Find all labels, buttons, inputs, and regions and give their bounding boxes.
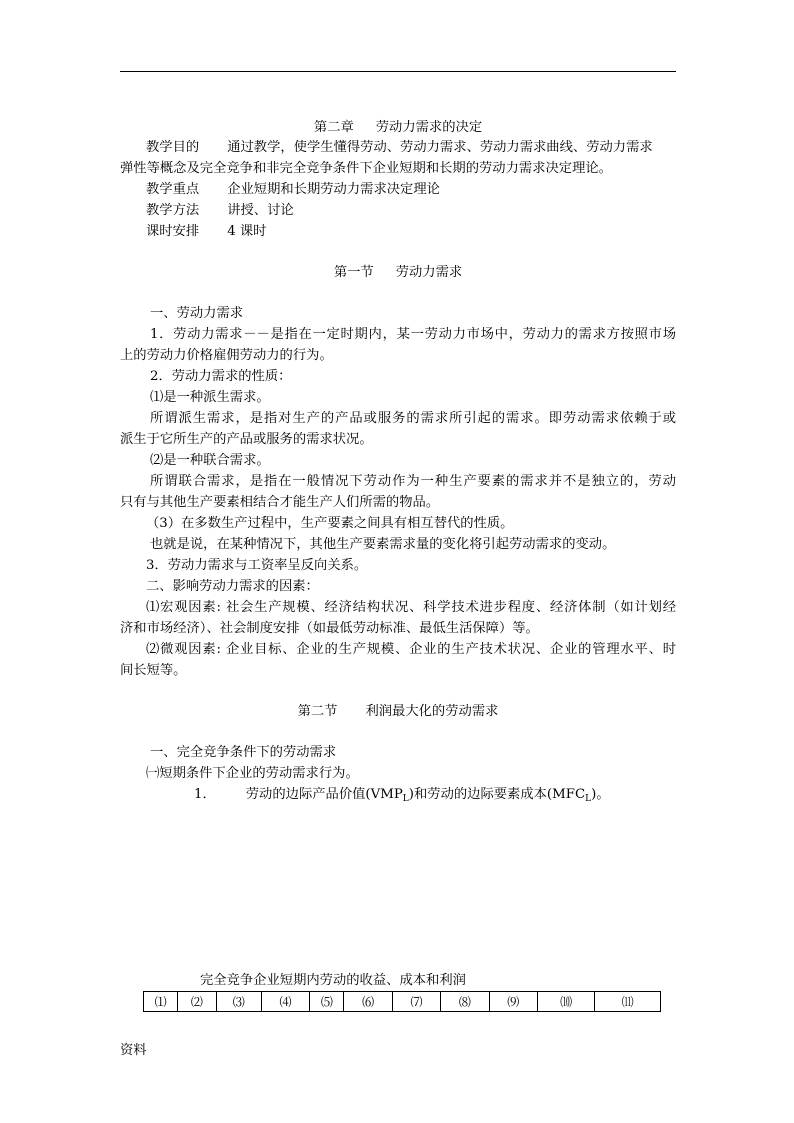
- teaching-goal: [146, 138, 653, 158]
- s2-p1: 一、完全竞争条件下的劳动需求: [150, 745, 337, 760]
- teaching-focus: [146, 180, 440, 200]
- s1-p9: 所谓联合需求，是指在一般情况下劳动作为一种生产要素的需求并不是独立的，劳动: [150, 474, 676, 489]
- s1-p8: ⑵是一种联合需求。: [150, 453, 270, 468]
- s1-p13: 3．劳动力需求与工资率呈反向关系。: [146, 558, 368, 573]
- s1-p3: 上的劳动力价格雇佣劳动力的行为。: [120, 348, 333, 363]
- section2-heading: [120, 702, 676, 722]
- s2-item-text-c: )。: [591, 787, 610, 802]
- section1-heading: [120, 263, 676, 283]
- chapter-title: 劳动力需求的决定: [375, 120, 483, 135]
- table-header-cell: ⑺: [392, 992, 440, 1012]
- s2-item-sub1: L: [402, 794, 409, 804]
- s2-item-text-b: )和劳动的边际要素成本(MFC: [408, 787, 586, 802]
- s1-p17: ⑵微观因素: 企业目标、企业的生产规模、企业的生产技术状况、企业的管理水平、时: [146, 642, 676, 657]
- table-header-row: [144, 992, 661, 1012]
- table-header-cell: ⑽: [537, 992, 594, 1012]
- s2-item-text-a: 劳动的边际产品价值(VMP: [245, 787, 403, 802]
- s1-p4: 2．劳动力需求的性质：: [150, 369, 292, 384]
- s1-p10: 只有与其他生产要素相结合才能生产人们所需的物品。: [120, 495, 440, 510]
- section2-number: 第二节: [297, 704, 338, 719]
- teaching-focus-text: 企业短期和长期劳动力需求决定理论: [227, 182, 440, 197]
- s1-p11: （3）在多数生产过程中，生产要素之间具有相互替代的性质。: [146, 516, 514, 531]
- teaching-method: [146, 201, 294, 221]
- s2-p2: ㈠短期条件下企业的劳动需求行为。: [146, 766, 359, 781]
- table-header-cell: ⑵: [178, 992, 216, 1012]
- header-rule: [120, 71, 676, 72]
- s1-p16: 济和市场经济）、社会制度安排（如最低劳动标准、最低生活保障）等。: [120, 621, 539, 636]
- section2-title: 利润最大化的劳动需求: [365, 704, 499, 719]
- s1-p18: 间长短等。: [120, 663, 187, 678]
- s2-item-number: 1．: [194, 787, 216, 802]
- s1-p6: 所谓派生需求，是指对生产的产品或服务的需求所引起的需求。即劳动需求依赖于或: [150, 411, 676, 426]
- s2-item-sub2: L: [585, 794, 592, 804]
- s1-p2: 1．劳动力需求－－是指在一定时期内，某一劳动力市场中，劳动力的需求方按照市场: [150, 327, 676, 342]
- teaching-goal-text: 通过教学，使学生懂得劳动、劳动力需求、劳动力需求曲线、劳动力需求: [227, 140, 653, 155]
- table-header-cell: ⑴: [144, 992, 178, 1012]
- teaching-goal-cont: 弹性等概念及完全竞争和非完全竞争条件下企业短期和长期的劳动力需求决定理论。: [120, 161, 612, 176]
- s1-p7: 派生于它所生产的产品或服务的需求状况。: [120, 432, 373, 447]
- teaching-hours-label: 课时安排: [146, 224, 200, 239]
- s1-p12: 也就是说，在某种情况下，其他生产要素需求量的变化将引起劳动需求的变动。: [150, 537, 616, 552]
- table-header-cell: ⑼: [489, 992, 537, 1012]
- s1-p1: 一、劳动力需求: [150, 306, 244, 321]
- table-header-cell: ⑻: [441, 992, 489, 1012]
- table-caption: 完全竞争企业短期内劳动的收益、成本和利润: [200, 973, 466, 988]
- section1-title: 劳动力需求: [395, 265, 463, 280]
- s1-p14: 二、影响劳动力需求的因素：: [146, 579, 319, 594]
- teaching-method-label: 教学方法: [146, 203, 200, 218]
- table-header-cell: ⑾: [595, 992, 661, 1012]
- table-header-cell: ⑹: [344, 992, 392, 1012]
- chapter-number: 第二章: [313, 120, 354, 135]
- teaching-hours: [146, 222, 266, 242]
- data-table: [143, 991, 661, 1012]
- teaching-goal-label: 教学目的: [146, 140, 200, 155]
- s1-p15: ⑴宏观因素: 社会生产规模、经济结构状况、科学技术进步程度、经济体制（如计划经: [146, 600, 676, 615]
- table-header-cell: ⑶: [216, 992, 261, 1012]
- chapter-heading: [120, 118, 676, 138]
- s2-item-1: [194, 785, 610, 805]
- table-header-cell: ⑷: [261, 992, 309, 1012]
- teaching-focus-label: 教学重点: [146, 182, 200, 197]
- s1-p5: ⑴是一种派生需求。: [150, 390, 270, 405]
- teaching-method-text: 讲授、讨论: [227, 203, 294, 218]
- footer-label: 资料: [120, 1043, 147, 1058]
- teaching-hours-text: 4 课时: [227, 224, 267, 239]
- table-header-cell: ⑸: [310, 992, 344, 1012]
- section1-number: 第一节: [333, 265, 374, 280]
